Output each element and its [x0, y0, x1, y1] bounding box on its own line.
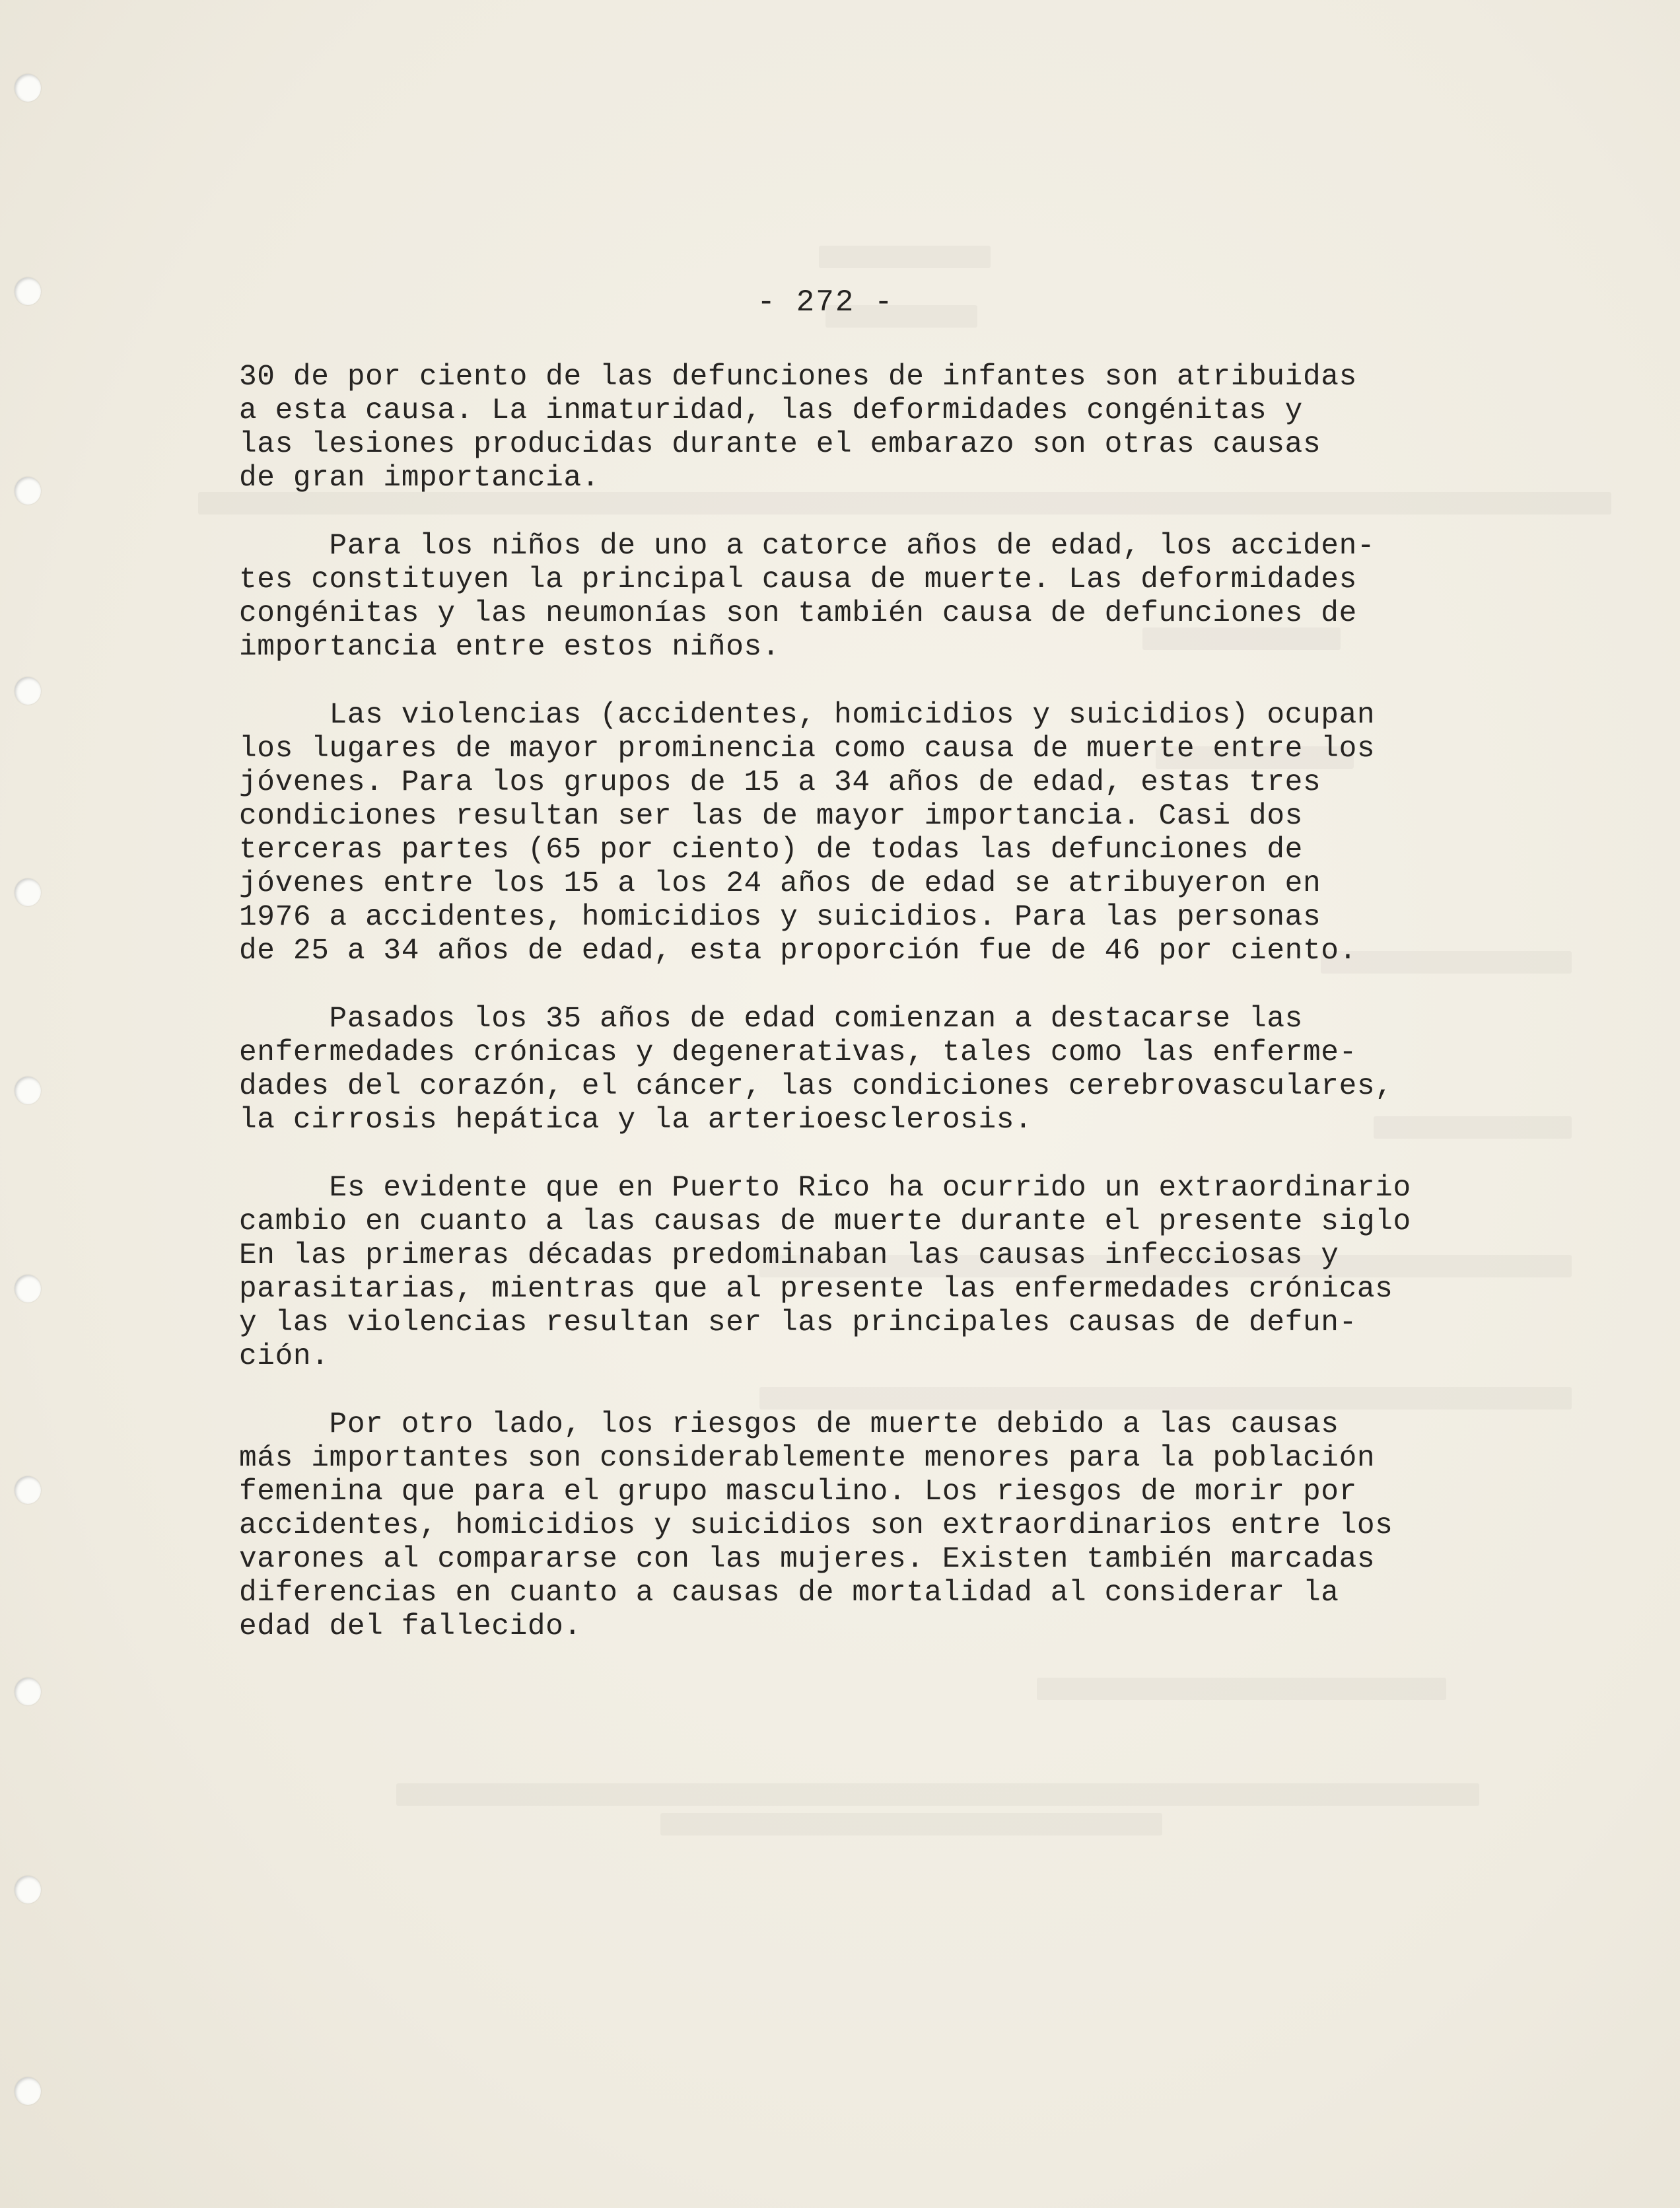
text-line: accidentes, homicidios y suicidios son extraordinarios entre los — [239, 1509, 1393, 1542]
binder-hole — [15, 1077, 41, 1104]
text-line: ción. — [239, 1340, 330, 1373]
text-line: diferencias en cuanto a causas de mortalidad al considerar la — [239, 1577, 1339, 1610]
text-line: 30 de por ciento de las defunciones de infantes son atribuidas — [239, 361, 1357, 394]
paragraph — [239, 1172, 1533, 1374]
text-line: jóvenes entre los 15 a los 24 años de edad se atribuyeron en — [239, 867, 1321, 900]
text-line: Por otro lado, los riesgos de muerte debido a las causas — [239, 1408, 1339, 1441]
text-line: 1976 a accidentes, homicidios y suicidios. Para las personas — [239, 901, 1321, 934]
text-line: tes constituyen la principal causa de muerte. Las deformidades — [239, 563, 1357, 596]
text-line: los lugares de mayor prominencia como causa de muerte entre los — [239, 732, 1376, 766]
text-line: más importantes son considerablemente menores para la población — [239, 1442, 1376, 1475]
paragraph — [239, 1003, 1533, 1137]
paragraph — [239, 1408, 1533, 1644]
text-line: varones al compararse con las mujeres. Existen también marcadas — [239, 1543, 1376, 1576]
text-line: y las violencias resultan ser las principales causas de defun- — [239, 1306, 1357, 1339]
text-line: de gran importancia. — [239, 462, 600, 495]
text-line: jóvenes. Para los grupos de 15 a 34 años de edad, estas tres — [239, 766, 1321, 799]
text-line: edad del fallecido. — [239, 1610, 582, 1643]
body-text — [239, 361, 1533, 1678]
binder-hole — [15, 277, 41, 305]
binder-hole — [15, 677, 41, 705]
binder-hole — [15, 74, 41, 102]
text-line: parasitarias, mientras que al presente las enfermedades crónicas — [239, 1273, 1393, 1306]
text-line: importancia entre estos niños. — [239, 631, 781, 664]
binder-hole — [15, 1678, 41, 1705]
text-line: terceras partes (65 por ciento) de todas las defunciones de — [239, 834, 1303, 867]
text-line: enfermedades crónicas y degenerativas, tales como las enferme- — [239, 1036, 1357, 1069]
text-line: dades del corazón, el cáncer, las condiciones cerebrovasculares, — [239, 1070, 1393, 1103]
text-line: congénitas y las neumonías son también causa de defunciones de — [239, 597, 1357, 630]
text-line: cambio en cuanto a las causas de muerte durante el presente siglo — [239, 1205, 1411, 1238]
text-line: Las violencias (accidentes, homicidios y suicidios) ocupan — [239, 699, 1376, 732]
text-line: condiciones resultan ser las de mayor importancia. Casi dos — [239, 800, 1303, 833]
binder-hole — [15, 1275, 41, 1302]
binder-hole — [15, 477, 41, 505]
text-line: femenina que para el grupo masculino. Los riesgos de morir por — [239, 1476, 1357, 1509]
binder-hole — [15, 878, 41, 906]
paragraph — [239, 699, 1533, 968]
text-line: de 25 a 34 años de edad, esta proporción fue de 46 por ciento. — [239, 935, 1357, 968]
text-line: a esta causa. La inmaturidad, las deformidades congénitas y — [239, 394, 1303, 427]
paragraph — [239, 361, 1533, 495]
text-line: Pasados los 35 años de edad comienzan a destacarse las — [239, 1003, 1303, 1036]
text-line: la cirrosis hepática y la arterioesclerosis. — [239, 1104, 1033, 1137]
text-line: Es evidente que en Puerto Rico ha ocurrido un extraordinario — [239, 1172, 1411, 1205]
binder-hole — [15, 1476, 41, 1504]
binder-hole — [15, 2077, 41, 2105]
text-line: Para los niños de uno a catorce años de edad, los acciden- — [239, 530, 1376, 563]
text-line: las lesiones producidas durante el embarazo son otras causas — [239, 428, 1321, 461]
text-line: En las primeras décadas predominaban las causas infecciosas y — [239, 1239, 1339, 1272]
page-number: - 272 - — [757, 285, 894, 320]
binder-hole — [15, 1876, 41, 1904]
paragraph — [239, 530, 1533, 664]
